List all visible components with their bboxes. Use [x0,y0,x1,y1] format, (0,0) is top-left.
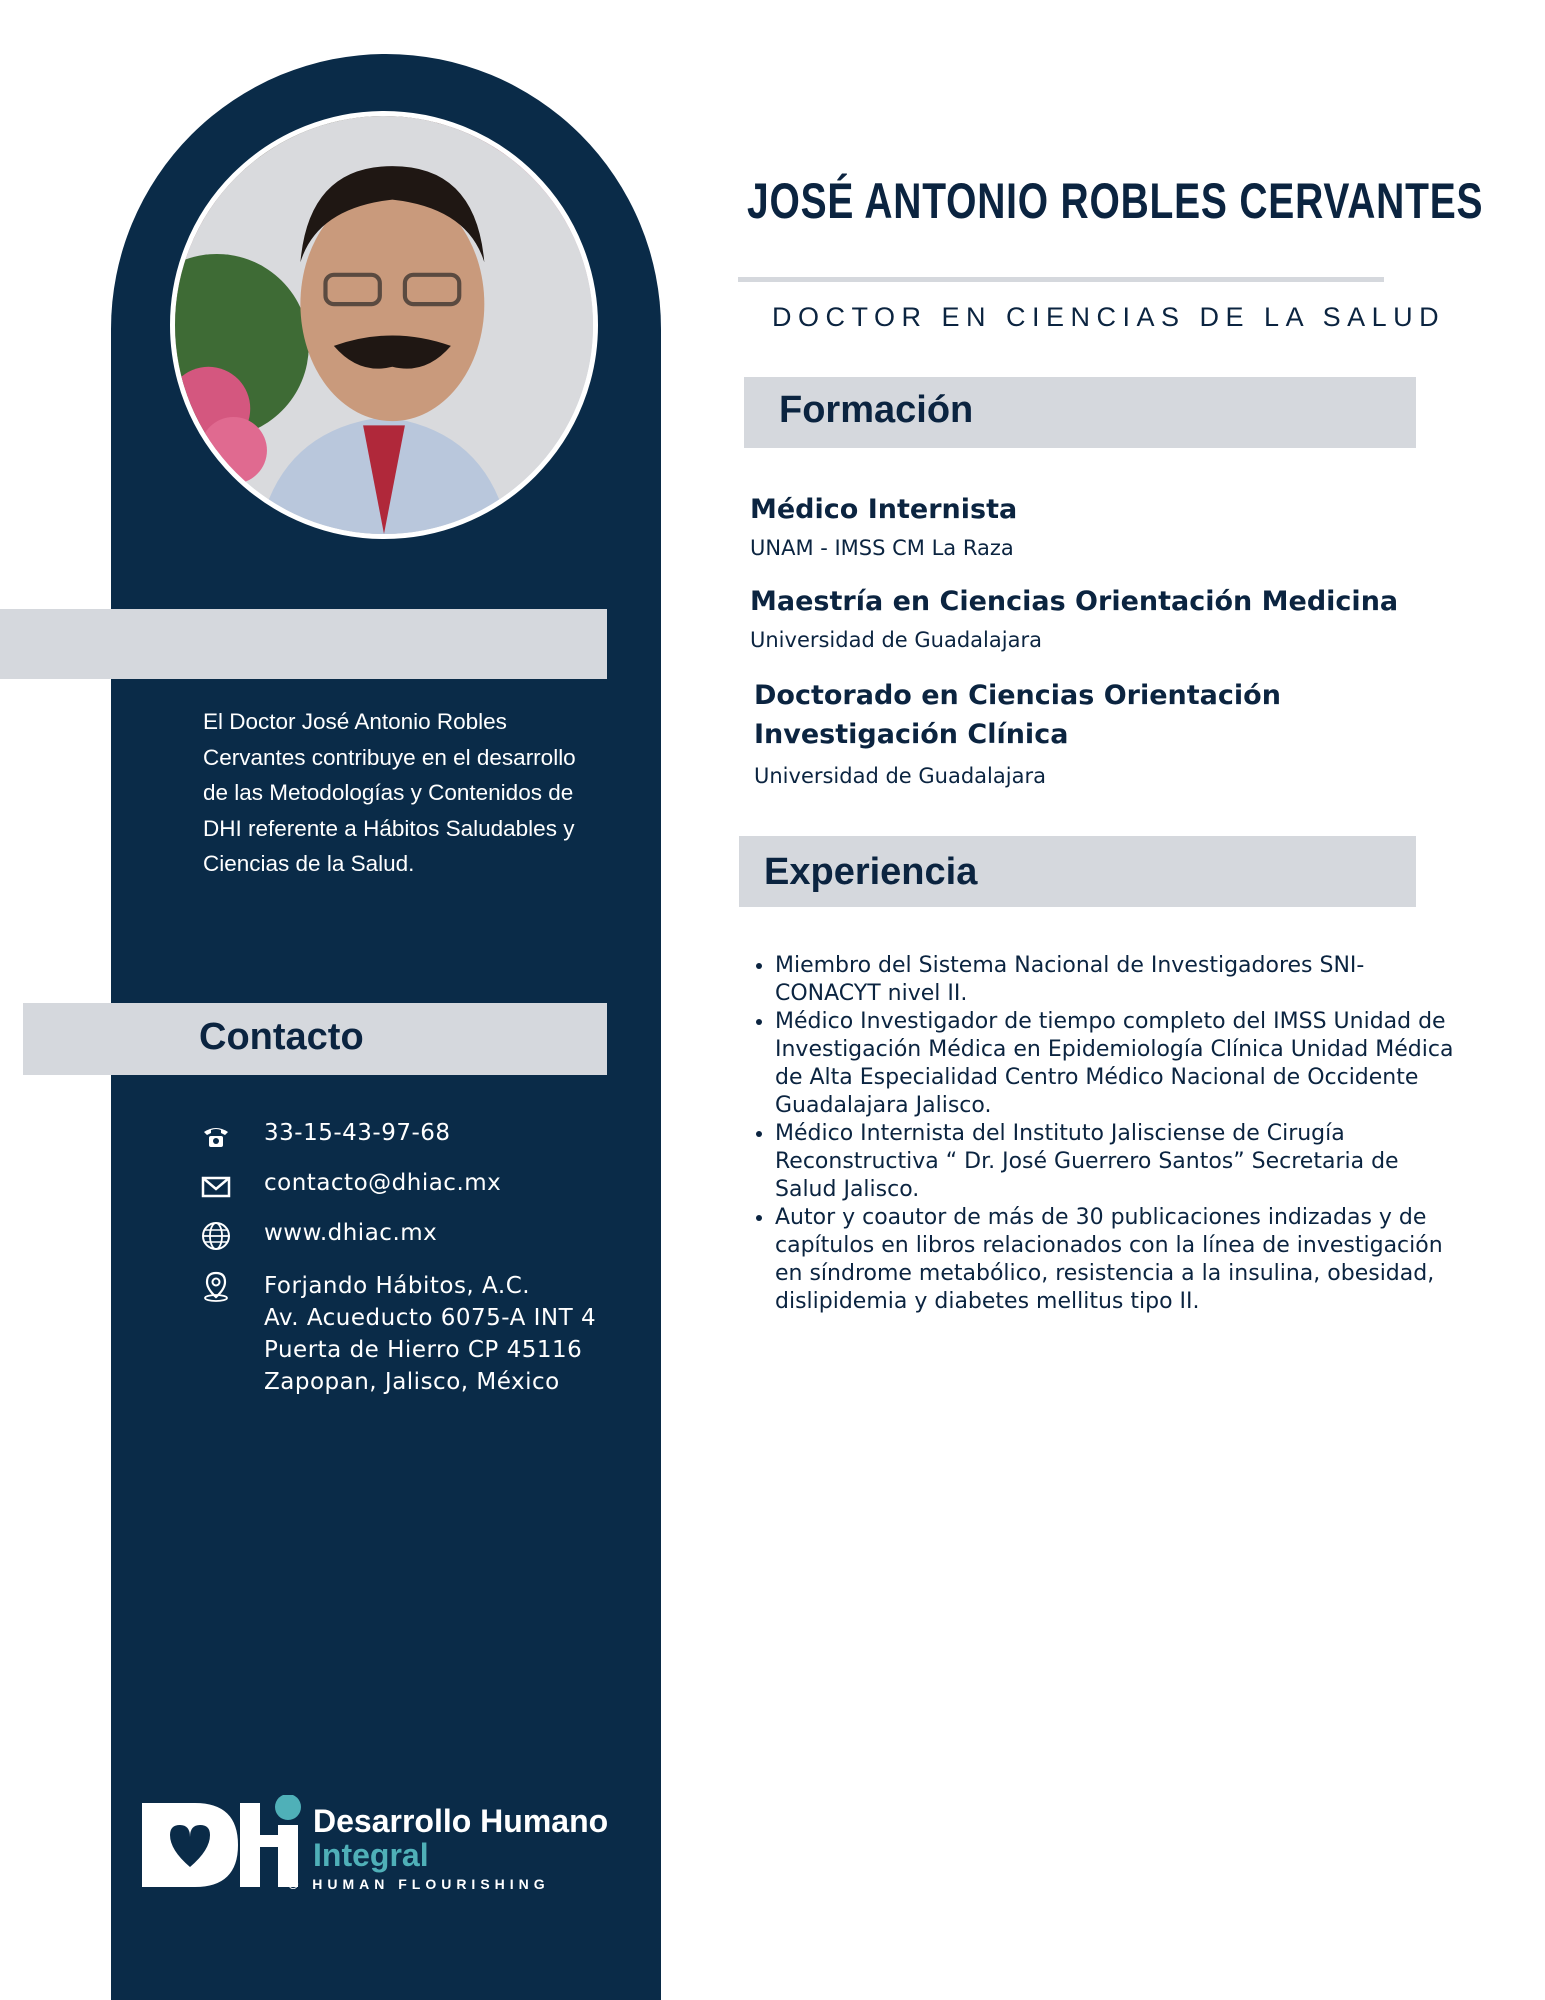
brand-tagline-text: HUMAN FLOURISHING [312,1876,550,1892]
profile-photo [170,111,598,539]
experience-list [745,952,1460,1316]
degree-title [754,676,1281,754]
degree-institution: UNAM - IMSS CM La Raza [750,536,1014,560]
contact-phone-row [200,1120,451,1152]
title-divider [738,277,1384,282]
brand-tagline: ® HUMAN FLOURISHING [288,1876,550,1892]
degree-institution: Universidad de Guadalajara [750,628,1042,652]
contact-website-row [200,1220,437,1252]
formacion-title: Formación [779,389,974,431]
degree-title-line: Investigación Clínica [754,719,1069,750]
degree-title: Médico Internista [750,494,1018,525]
location-pin-icon [200,1270,232,1302]
degree-institution: Universidad de Guadalajara [754,764,1046,788]
contact-title: Contacto [199,1016,364,1058]
degree-title: Maestría en Ciencias Orientación Medicina [750,586,1399,617]
person-name: JOSÉ ANTONIO ROBLES CERVANTES [747,173,1484,229]
address-line: Av. Acueducto 6075-A INT 4 [264,1305,597,1331]
experience-item: • Autor y coautor de más de 30 publicaciones indizadas y de capítulos en libros relacionados con la línea de investigación en síndrome metabólico, resistencia a la insulina, obesidad, dislipidemia y diabetes mellitus tipo II. [775,1204,1460,1316]
person-title: DOCTOR EN CIENCIAS DE LA SALUD [772,302,1446,332]
address-line: Forjando Hábitos, A.C. [264,1273,531,1299]
address-line: Zapopan, Jalisco, México [264,1369,560,1395]
globe-icon [200,1220,232,1252]
brand-subname: Integral [313,1837,429,1873]
address-line: Puerta de Hierro CP 45116 [264,1337,583,1363]
contact-address-row [200,1270,596,1398]
about-text: El Doctor José Antonio Robles Cervantes contribuye en el desarrollo de las Metodologías y Contenidos de DHI referente a Hábitos Saludables y Ciencias de la Salud. [203,709,576,876]
experience-item: • Médico Investigador de tiempo completo del IMSS Unidad de Investigación Médica en Epidemiología Clínica Unidad Médica de Alta Especialidad Centro Médico Nacional de Occidente Guadalajara Jalisco. [775,1008,1460,1120]
experience-item: • Médico Internista del Instituto Jalisciense de Cirugía Reconstructiva “ Dr. José Guerrero Santos” Secretaria de Salud Jalisco. [775,1120,1460,1204]
experiencia-title: Experiencia [764,851,978,893]
phone-icon [200,1120,232,1152]
email-link[interactable]: contacto@dhiac.mx [264,1170,502,1196]
contact-email-row [200,1170,501,1202]
about-band [0,609,607,679]
experience-item: • Miembro del Sistema Nacional de Investigadores SNI-CONACYT nivel II. [775,952,1460,1008]
phone-number[interactable]: 33-15-43-97-68 [264,1120,451,1146]
mail-icon [200,1170,232,1202]
degree-title-line: Doctorado en Ciencias Orientación [754,680,1281,711]
address-block [264,1270,596,1398]
website-link[interactable]: www.dhiac.mx [264,1220,438,1246]
brand-name: Desarrollo Humano [313,1803,609,1839]
